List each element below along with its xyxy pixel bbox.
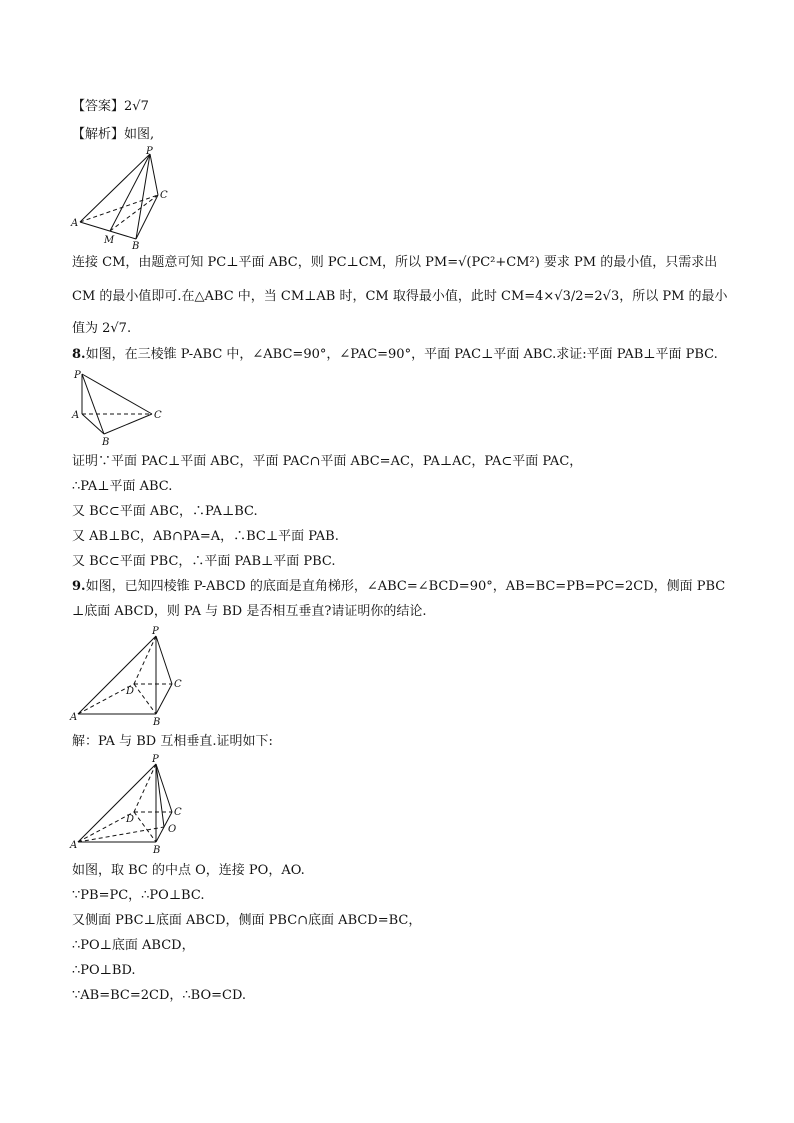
fig1-label-a: A bbox=[71, 218, 79, 229]
fig2-label-a: A bbox=[72, 410, 80, 421]
fig1-label-c: C bbox=[160, 190, 168, 201]
figure-tetrahedron-pabc bbox=[70, 366, 170, 448]
analysis-line-2: CM 的最小值即可.在△ABC 中，当 CM⊥AB 时，CM 取得最小值，此时 CM=4×√3/2=2√3，所以 PM 的最小 bbox=[72, 289, 728, 304]
fig2-label-b: B bbox=[102, 437, 110, 448]
fig3-label-a: A bbox=[70, 712, 78, 723]
q8-proof-line-1: 证明∵平面 PAC⊥平面 ABC，平面 PAC∩平面 ABC=AC，PA⊥AC，PA⊂平面 PAC， bbox=[72, 454, 583, 469]
question-8 bbox=[72, 346, 718, 364]
fig3-label-b: B bbox=[153, 717, 161, 728]
fig4-label-d: D bbox=[126, 814, 135, 825]
figure-tetrahedron-pabc-m bbox=[70, 145, 170, 250]
fig2-label-p: P bbox=[74, 370, 81, 381]
q9-step-5: ∴PO⊥BD. bbox=[72, 963, 136, 978]
fig3-label-d: D bbox=[126, 686, 135, 697]
fig1-label-m: M bbox=[104, 235, 115, 246]
figure-pyramid-pabcd-o bbox=[68, 752, 188, 856]
fig1-label-p: P bbox=[146, 146, 153, 157]
analysis-line-1: 连接 CM，由题意可知 PC⊥平面 ABC，则 PC⊥CM，所以 PM=√(PC²+CM²) 要求 PM 的最小值，只需求出 bbox=[72, 255, 718, 270]
question-9-text-2: ⊥底面 ABCD，则 PA 与 BD 是否相互垂直?请证明你的结论. bbox=[72, 604, 427, 619]
q9-step-6: ∵AB=BC=2CD，∴BO=CD. bbox=[72, 988, 247, 1003]
fig4-label-c: C bbox=[174, 807, 182, 818]
answer-label: 【答案】 bbox=[72, 99, 125, 114]
analysis-line-3: 值为 2√7. bbox=[72, 321, 132, 336]
question-9-number: 9. bbox=[72, 579, 86, 594]
question-8-number: 8. bbox=[72, 347, 86, 362]
fig4-label-p: P bbox=[152, 754, 159, 765]
analysis-intro: 如图, bbox=[124, 127, 155, 142]
fig4-label-b: B bbox=[153, 845, 161, 856]
analysis-label: 【解析】 bbox=[72, 127, 125, 142]
fig3-label-c: C bbox=[174, 679, 182, 690]
answer-value: 2√7 bbox=[124, 99, 149, 114]
q8-proof-line-3: 又 BC⊂平面 ABC，∴PA⊥BC. bbox=[72, 504, 258, 519]
q9-step-1: 如图，取 BC 的中点 O，连接 PO，AO. bbox=[72, 863, 305, 878]
analysis-heading bbox=[72, 126, 154, 144]
fig2-label-c: C bbox=[154, 410, 162, 421]
question-9-text-1: 如图，已知四棱锥 P-ABCD 的底面是直角梯形，∠ABC=∠BCD=90°，AB=BC=PB=PC=2CD，侧面 PBC bbox=[85, 579, 726, 594]
q9-step-4: ∴PO⊥底面 ABCD， bbox=[72, 938, 195, 953]
fig3-label-p: P bbox=[152, 626, 159, 637]
answer-line bbox=[72, 98, 149, 116]
q8-proof-line-2: ∴PA⊥平面 ABC. bbox=[72, 479, 173, 494]
fig1-label-b: B bbox=[132, 241, 140, 250]
figure-pyramid-pabcd bbox=[68, 624, 188, 728]
question-9 bbox=[72, 578, 725, 596]
q8-proof-line-4: 又 AB⊥BC，AB∩PA=A，∴BC⊥平面 PAB. bbox=[72, 529, 339, 544]
q8-proof-line-5: 又 BC⊂平面 PBC，∴平面 PAB⊥平面 PBC. bbox=[72, 554, 336, 569]
question-8-text: 如图，在三棱锥 P-ABC 中，∠ABC=90°，∠PAC=90°，平面 PAC⊥平面 ABC.求证:平面 PAB⊥平面 PBC. bbox=[85, 347, 718, 362]
q9-solution-intro: 解：PA 与 BD 互相垂直.证明如下: bbox=[72, 734, 273, 749]
fig4-label-o: O bbox=[168, 824, 177, 835]
q9-step-3: 又侧面 PBC⊥底面 ABCD，侧面 PBC∩底面 ABCD=BC， bbox=[72, 913, 422, 928]
q9-step-2: ∵PB=PC，∴PO⊥BC. bbox=[72, 888, 205, 903]
fig4-label-a: A bbox=[70, 840, 78, 851]
